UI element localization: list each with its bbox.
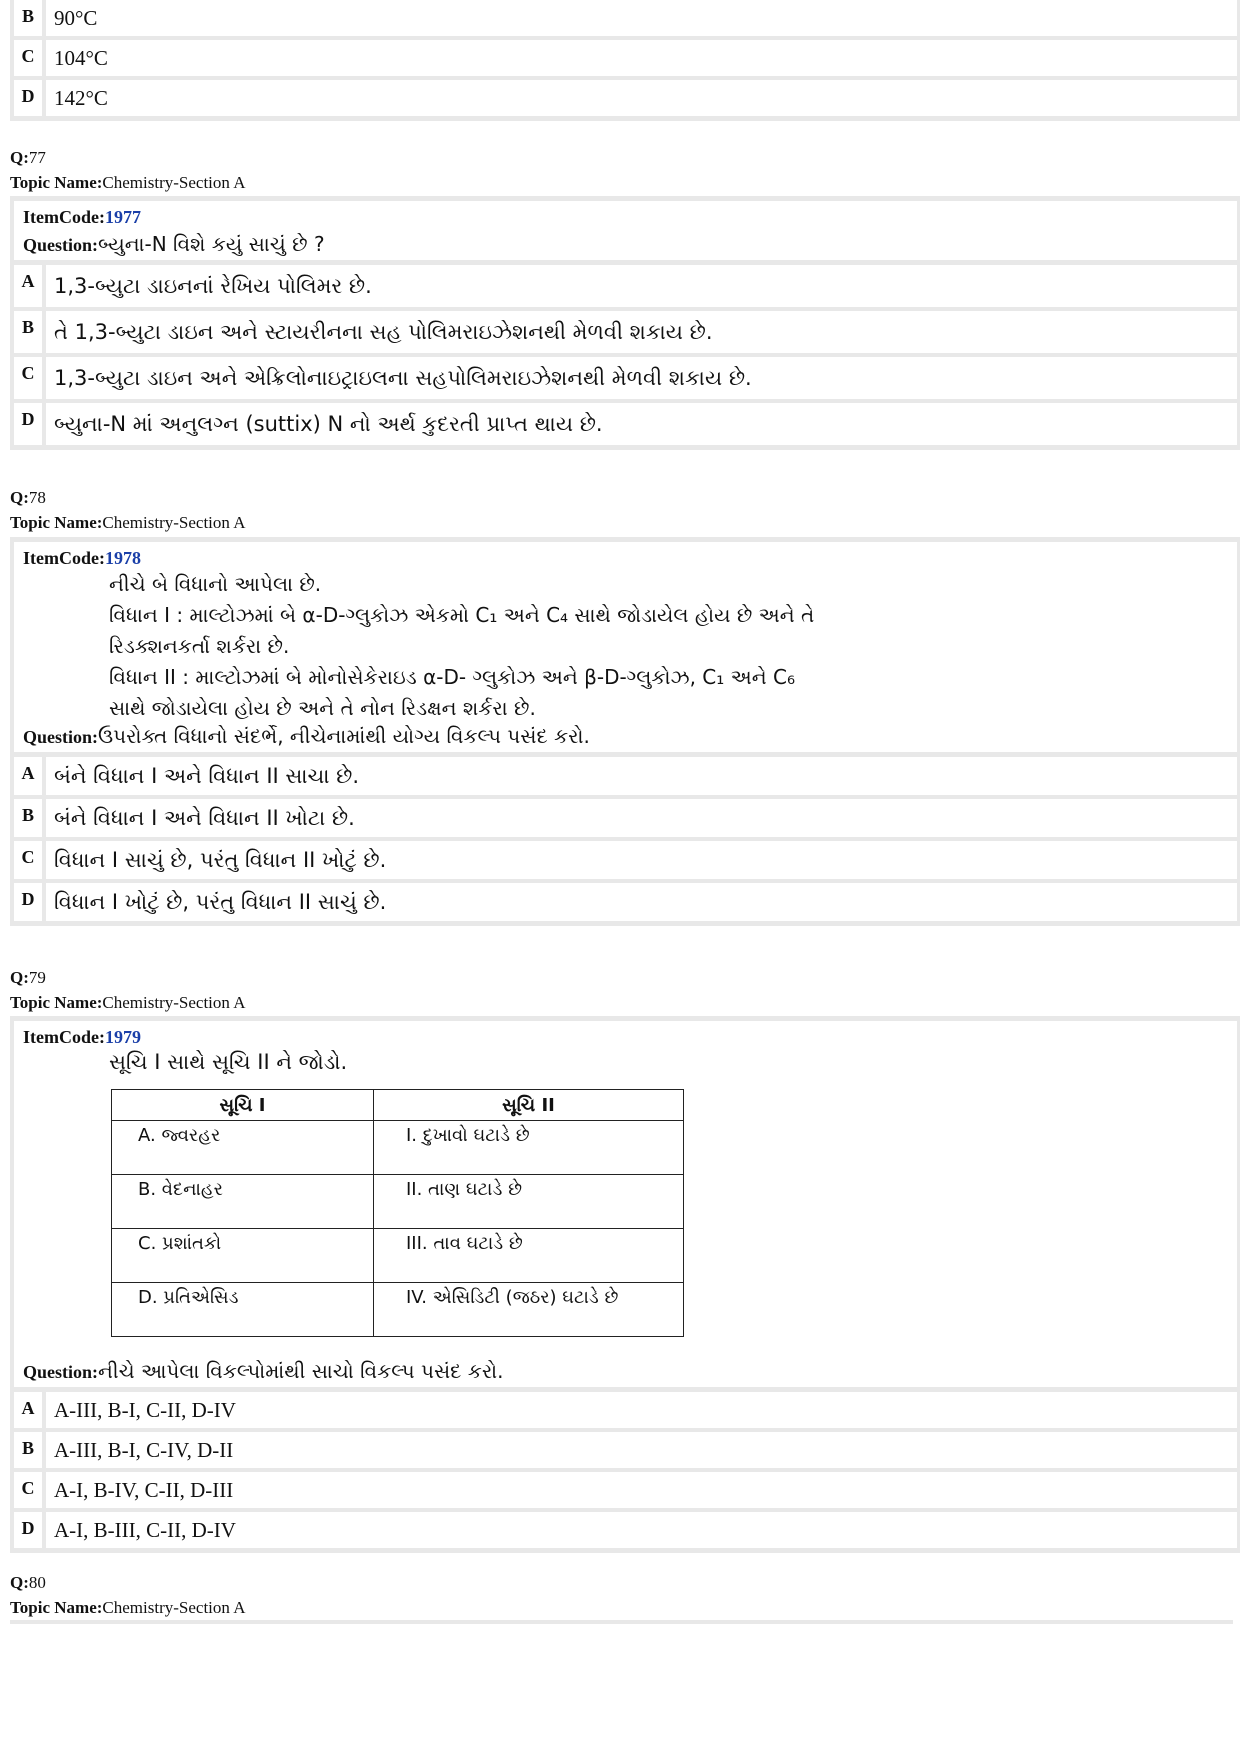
option-text: બ્યુના-N માં અનુલગ્ન (suttix) N નો અર્થ કુદરતી પ્રાપ્ત થાય છે. [46,403,1237,445]
option-text: 1,3-બ્યુટા ડાઇનનાં રેખિય પોલિમર છે. [46,265,1237,307]
option-letter: C [14,357,42,399]
option-letter: D [14,80,42,116]
option-row[interactable] [14,40,1237,76]
option-text: A-I, B-IV, C-II, D-III [46,1472,1237,1508]
option-text: 90°C [46,0,1237,36]
q78-card [10,537,1240,926]
itemcode: ItemCode:1978 [23,548,141,568]
option-text: તે 1,3-બ્યુટા ડાઇન અને સ્ટાયરીનના સહ પોલિમરાઇઝેશનથી મેળવી શકાય છે. [46,311,1237,353]
option-text: 1,3-બ્યુટા ડાઇન અને એક્રિલોનાઇટ્રાઇલના સહપોલિમરાઇઝેશનથી મેળવી શકાય છે. [46,357,1237,399]
topic-name: Chemistry-Section A [102,513,246,532]
table-row: B. વેદનાહર II. તાણ ઘટાડે છે [112,1175,684,1229]
itemcode: ItemCode:1979 [23,1027,141,1047]
table-header: સૂચિ I [112,1090,374,1121]
question-line: Question:બ્યુના-N વિશે કયું સાચું છે ? [23,232,325,256]
q77-card [10,196,1240,450]
option-letter: A [14,265,42,307]
option-row[interactable] [14,1392,1237,1428]
table-header: સૂચિ II [374,1090,684,1121]
itemcode: ItemCode:1977 [23,207,141,227]
option-text: બંને વિધાન I અને વિધાન II સાચા છે. [46,757,1237,795]
q-number: 79 [28,968,46,987]
option-letter: C [14,1472,42,1508]
option-letter: B [14,0,42,36]
option-row[interactable] [14,80,1237,116]
table-row: D. પ્રતિએસિડ IV. એસિડિટી (જઠર) ઘટાડે છે [112,1283,684,1337]
option-text: A-III, B-I, C-II, D-IV [46,1392,1237,1428]
q79-header [10,965,245,1015]
option-letter: B [14,311,42,353]
option-row[interactable] [14,311,1237,353]
question-text: ઉપરોક્ત વિધાનો સંદર્ભે, નીચેનામાંથી યોગ્ય વિકલ્પ પસંદ કરો. [98,724,590,748]
match-table [111,1089,684,1337]
option-text: વિધાન I સાચું છે, પરંતુ વિધાન II ખોટું છે. [46,841,1237,879]
q78-header [10,485,245,535]
q-label: Q: [10,148,29,167]
question-line: Question:ઉપરોક્ત વિધાનો સંદર્ભે, નીચેનામાંથી યોગ્ય વિકલ્પ પસંદ કરો. [23,724,590,748]
option-letter: D [14,883,42,921]
topic-name: Chemistry-Section A [102,173,246,192]
option-letter: A [14,1392,42,1428]
table-row: A. જ્વરહર I. દુખાવો ઘટાડે છે [112,1121,684,1175]
table-row: C. પ્રશાંતકો III. તાવ ઘટાડે છે [112,1229,684,1283]
option-row[interactable] [14,799,1237,837]
q-label: Q: [10,488,29,507]
question-text: નીચે આપેલા વિકલ્પોમાંથી સાચો વિકલ્પ પસંદ કરો. [98,1359,504,1383]
option-text: A-III, B-I, C-IV, D-II [46,1432,1237,1468]
q-label: Q: [10,1573,29,1592]
option-row[interactable] [14,883,1237,921]
topic-name: Chemistry-Section A [102,1598,246,1617]
q-number: 78 [28,488,46,507]
q-number: 77 [28,148,46,167]
q79-card [10,1016,1240,1553]
option-text: બંને વિધાન I અને વિધાન II ખોટા છે. [46,799,1237,837]
option-row[interactable] [14,1512,1237,1548]
option-text: 104°C [46,40,1237,76]
question-text: બ્યુના-N વિશે કયું સાચું છે ? [98,232,325,256]
topic-label: Topic Name: [10,993,103,1012]
option-letter: B [14,1432,42,1468]
option-text: A-I, B-III, C-II, D-IV [46,1512,1237,1548]
option-row[interactable] [14,265,1237,307]
option-letter: B [14,799,42,837]
option-text: 142°C [46,80,1237,116]
q-number: 80 [28,1573,46,1592]
topic-label: Topic Name: [10,173,103,192]
question-line: Question:નીચે આપેલા વિકલ્પોમાંથી સાચો વિકલ્પ પસંદ કરો. [23,1359,504,1383]
q80-header [10,1570,245,1620]
q80-card-top [10,1620,1233,1624]
option-row[interactable] [14,357,1237,399]
q76-options [10,0,1240,121]
option-row[interactable] [14,757,1237,795]
option-text: વિધાન I ખોટું છે, પરંતુ વિધાન II સાચું છે. [46,883,1237,921]
option-letter: D [14,403,42,445]
option-letter: C [14,40,42,76]
option-row[interactable] [14,403,1237,445]
option-row[interactable] [14,1432,1237,1468]
option-row[interactable] [14,0,1237,36]
option-row[interactable] [14,1472,1237,1508]
option-letter: D [14,1512,42,1548]
q77-header [10,145,245,195]
match-instruction: સૂચિ I સાથે સૂચિ II ને જોડો. [109,1050,348,1074]
statement-block: નીચે બે વિધાનો આપેલા છે. વિધાન I : માલ્ટોઝમાં બે α-D-ગ્લુકોઝ એકમો C₁ અને C₄ સાથે જોડાયેલ હોય છે અને તે રિડક્શનકર્તા શર્કરા છે. વિધાન II : માલ્ટોઝમાં બે મોનોસેકેરાઇડ α-D- ગ્લુકોઝ અને β-D-ગ્લુકોઝ, C₁ અને C₆ સાથે જોડાયેલા હોય છે અને તે નોન રિડક્ષન શર્કરા છે. [109,572,815,720]
topic-label: Topic Name: [10,1598,103,1617]
topic-label: Topic Name: [10,513,103,532]
q-label: Q: [10,968,29,987]
option-letter: A [14,757,42,795]
option-letter: C [14,841,42,879]
option-row[interactable] [14,841,1237,879]
topic-name: Chemistry-Section A [102,993,246,1012]
